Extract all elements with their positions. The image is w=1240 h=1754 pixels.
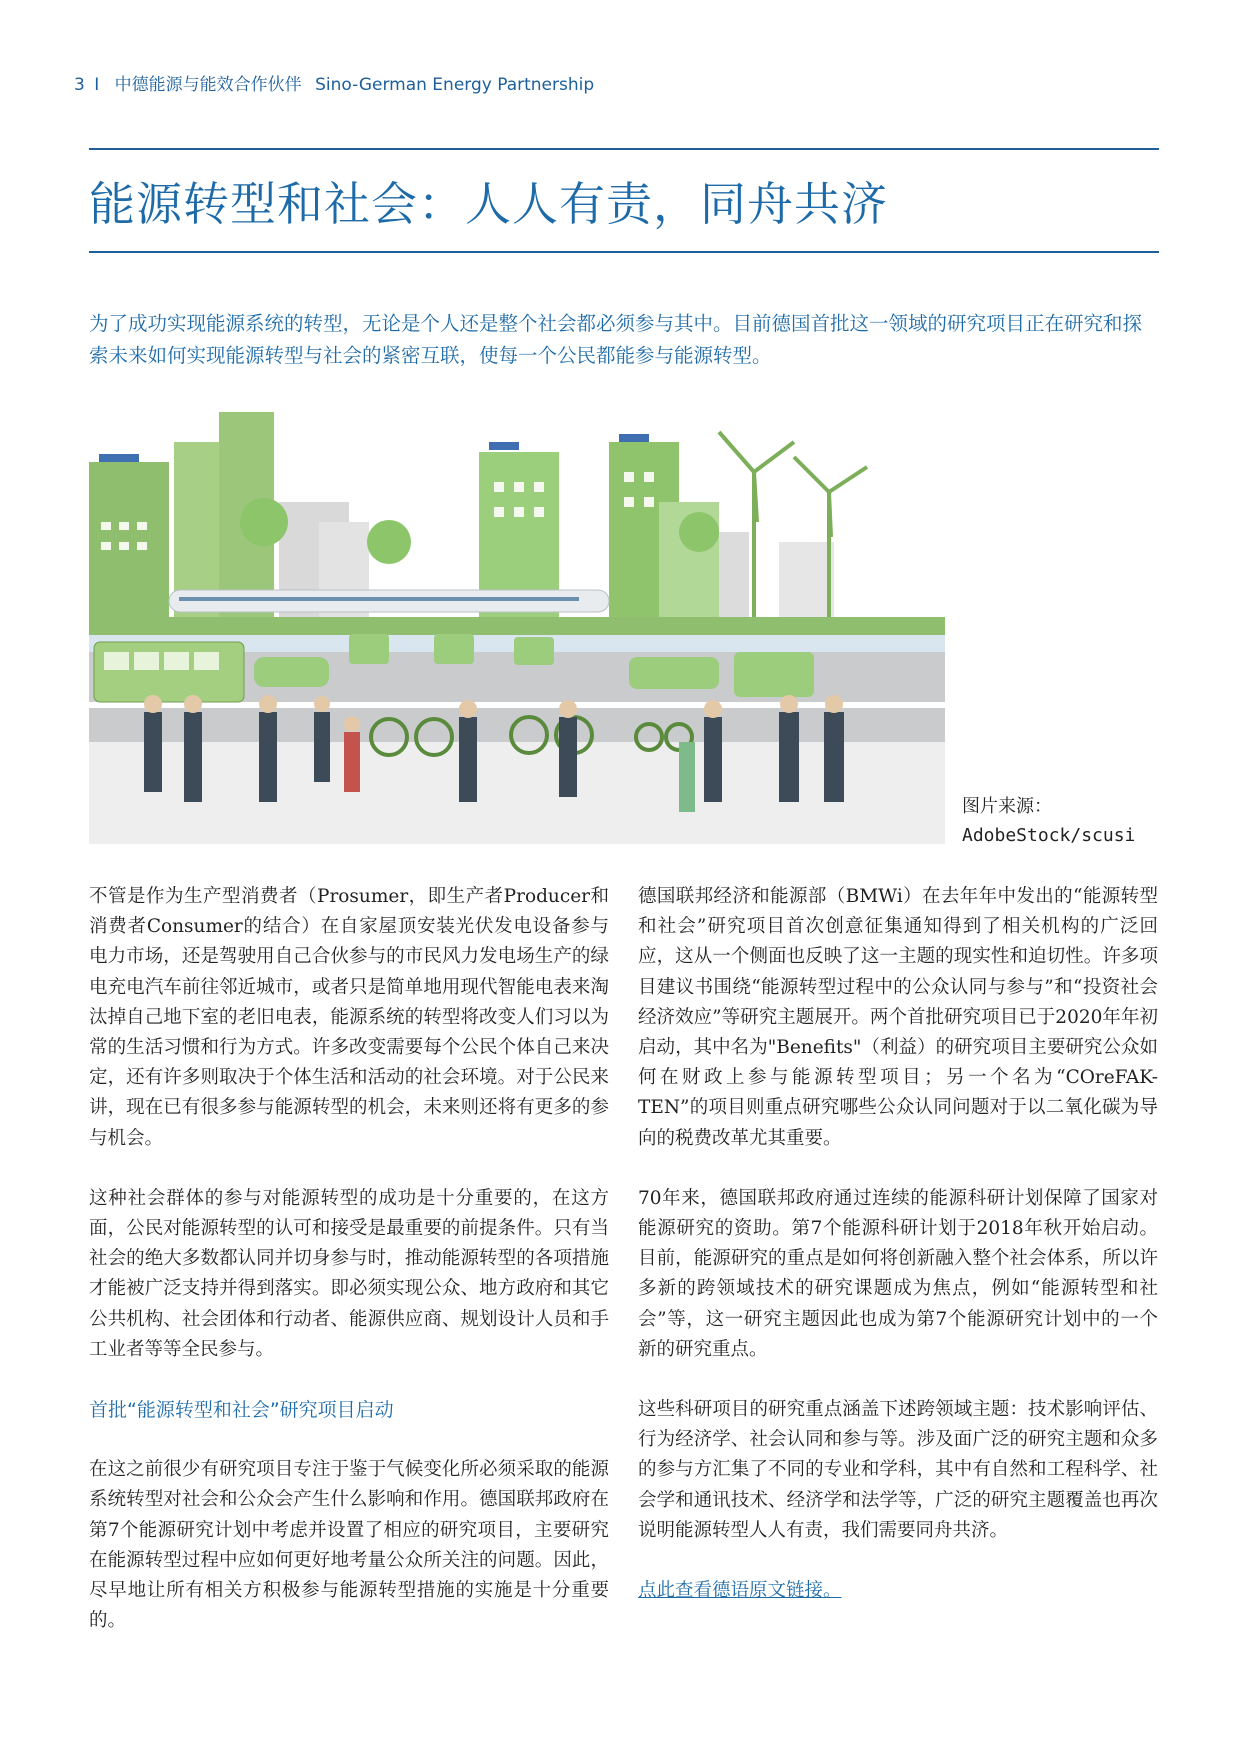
german-original-link[interactable]: 点此查看德语原文链接。 xyxy=(638,1580,842,1602)
section-subheading: 首批“能源转型和社会”研究项目启动 xyxy=(89,1399,394,1422)
left-paragraph-2: 这种社会群体的参与对能源转型的成功是十分重要的，在这方面，公民对能源转型的认可和接受是最重要的前提条件。只有当社会的绝大多数都认同并切身参与时，推动能源转型的各项措施才能被广泛支持并得到落实。即必须实现公众、地方政府和其它公共机构、社会团体和行动者、能源供应商、规划设计人员和手工业者等等全民参与。 xyxy=(89,1187,609,1360)
title-top-rule xyxy=(89,148,1159,150)
left-column xyxy=(89,882,609,1636)
right-column xyxy=(638,882,1158,1606)
left-paragraph-3: 在这之前很少有研究项目专注于鉴于气候变化所必须采取的能源系统转型对社会和公众会产生什么影响和作用。德国联邦政府在第7个能源研究计划中考虑并设置了相应的研究项目，主要研究在能源转型过程中应如何更好地考量公众所关注的问题。因此，尽早地让所有相关方积极参与能源转型措施的实施是十分重要的。 xyxy=(89,1459,609,1632)
caption-source: AdobeStock/scusi xyxy=(962,825,1136,846)
page-title: 能源转型和社会：人人有责，同舟共济 xyxy=(89,177,888,231)
caption-label: 图片来源： xyxy=(962,796,1052,817)
header-title-en: Sino-German Energy Partnership xyxy=(315,75,595,95)
right-paragraph-3: 这些科研项目的研究重点涵盖下述跨领域主题：技术影响评估、行为经济学、社会认同和参与等。涉及面广泛的研究主题和众多的参与方汇集了不同的专业和学科，其中有自然和工程科学、社会学和通讯技术、经济学和法学等，广泛的研究主题覆盖也再次说明能源转型人人有责，我们需要同舟共济。 xyxy=(638,1399,1158,1541)
page-number: 3 xyxy=(74,75,85,95)
city-illustration xyxy=(89,412,945,844)
right-paragraph-2: 70年来，德国联邦政府通过连续的能源科研计划保障了国家对能源研究的资助。第7个能源科研计划于2018年秋开始启动。目前，能源研究的重点是如何将创新融入整个社会体系，所以许多新的跨领域技术的研究课题成为焦点，例如“能源转型和社会”等，这一研究主题因此也成为第7个能源研究计划中的一个新的研究重点。 xyxy=(638,1187,1158,1360)
intro-paragraph: 为了成功实现能源系统的转型，无论是个人还是整个社会都必须参与其中。目前德国首批这一领域的研究项目正在研究和探索未来如何实现能源转型与社会的紧密互联，使每一个公民都能参与能源转型。 xyxy=(89,312,1143,367)
title-bottom-rule xyxy=(89,251,1159,253)
header-separator: I xyxy=(94,75,100,95)
running-header xyxy=(74,70,594,95)
header-title-cn: 中德能源与能效合作伙伴 xyxy=(114,75,302,95)
left-paragraph-1: 不管是作为生产型消费者（Prosumer，即生产者Producer和消费者Consumer的结合）在自家屋顶安装光伏发电设备参与电力市场，还是驾驶用自己合伙参与的市民风力发电场生产的绿电充电汽车前往邻近城市，或者只是简单地用现代智能电表来淘汰掉自己地下室的老旧电表，能源系统的转型将改变人们习以为常的生活习惯和行为方式。许多改变需要每个公民个体自己来决定，还有许多则取决于个体生活和活动的社会环境。对于公民来讲，现在已有很多参与能源转型的机会，未来则还将有更多的参与机会。 xyxy=(89,886,609,1149)
figure-caption xyxy=(962,792,1135,850)
right-paragraph-1: 德国联邦经济和能源部（BMWi）在去年年中发出的“能源转型和社会”研究项目首次创意征集通知得到了相关机构的广泛回应，这从一个侧面也反映了这一主题的现实性和迫切性。许多项目建议书围绕“能源转型过程中的公众认同与参与”和“投资社会经济效应”等研究主题展开。两个首批研究项目已于2020年年初启动，其中名为"Benefits"（利益）的研究项目主要研究公众如何在财政上参与能源转型项目；另一个名为“COreFAK-TEN”的项目则重点研究哪些公众认同问题对于以二氧化碳为导向的税费改革尤其重要。 xyxy=(638,886,1158,1149)
